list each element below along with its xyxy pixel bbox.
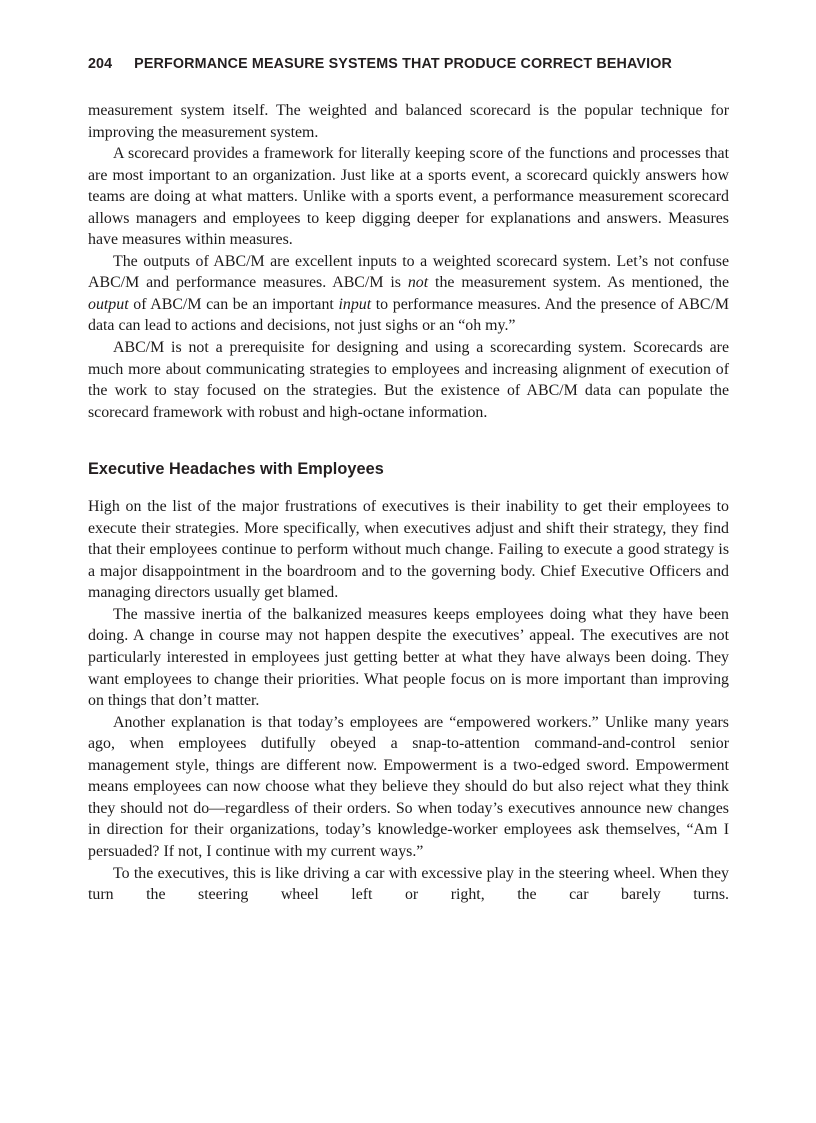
paragraph-scorecard-framework: A scorecard provides a framework for literally keeping score of the functions and processes that are most important to an organization. Just like at a sports event, a scorecard quickly answers how teams are doing at what matters. Unlike with a sports event, a performance measurement scorecard allows managers and employees to keep digging deeper for explanations and answers. Measures have measures within measures. — [88, 145, 729, 249]
paragraph-text-run: the measurement system. As mentioned, the — [428, 274, 729, 292]
section-heading-executive-headaches: Executive Headaches with Employees — [88, 460, 384, 479]
paragraph-text-run: of ABC/M can be an important — [128, 295, 339, 313]
emphasis-input: input — [338, 295, 372, 313]
paragraph-text-run: to performance measures. And the presence of ABC/M data can lead to actions and decisions, not just sighs or an “oh my.” — [88, 295, 729, 335]
page-number: 204 — [88, 56, 113, 72]
running-head-title: PERFORMANCE MEASURE SYSTEMS THAT PRODUCE CORRECT BEHAVIOR — [134, 56, 672, 72]
paragraph-steering-wheel: To the executives, this is like driving a car with excessive play in the steering wheel. When they turn the steering wheel left or right, the car barely turns. — [88, 864, 729, 904]
heading-spacer-above — [88, 423, 729, 459]
paragraph-empowered-workers: Another explanation is that today’s employees are “empowered workers.” Unlike many years ago, when employees dutifully obeyed a snap-to-attention command-and-control senior management style, things are different now. Empowerment is a two-edged sword. Empowerment means employees can now choose what they believe they should do but also reject what they think they should not do—regardless of their orders. So when today’s executives announce new changes in direction for their organizations, today’s knowledge-worker employees ask themselves, “Am I persuaded? If not, I continue with my current ways.” — [88, 713, 729, 860]
paragraph-continuation: measurement system itself. The weighted and balanced scorecard is the popular technique for improving the measurement system. — [88, 102, 729, 141]
emphasis-output: output — [88, 295, 129, 313]
paragraph-abcm-prerequisite: ABC/M is not a prerequisite for designing and using a scorecarding system. Scorecards are much more about communicating strategies to employees and increasing alignment of execution of the work to stay focused on the strategies. But the existence of ABC/M data can populate the scorecard framework with robust and high-octane information. — [88, 339, 729, 421]
paragraph-text-run: The outputs of ABC/M are excellent inputs to a weighted scorecard system. Let’s not confuse ABC/M and performance measures. ABC/M is — [88, 252, 729, 292]
running-head — [88, 56, 730, 72]
paragraph-executive-frustrations: High on the list of the major frustrations of executives is their inability to get their employees to execute their strategies. More specifically, when executives adjust and shift their strategy, they find that their employees continue to perform without much change. Failing to execute a good strategy is a major disappointment in the boardroom and to the governing body. Chief Executive Officers and managing directors usually get blamed. — [88, 498, 729, 602]
paragraph-massive-inertia: The massive inertia of the balkanized measures keeps employees doing what they have been doing. A change in course may not happen despite the executives’ appeal. The executives are not particularly interested in employees just getting better at what they have always been doing. They want employees to change their priorities. What people focus on is more important than improving on things that don’t matter. — [88, 605, 729, 710]
heading-spacer-below — [88, 480, 729, 496]
paragraph-abcm-outputs — [88, 251, 729, 337]
body-text-block — [88, 100, 729, 906]
emphasis-not: not — [407, 274, 429, 292]
